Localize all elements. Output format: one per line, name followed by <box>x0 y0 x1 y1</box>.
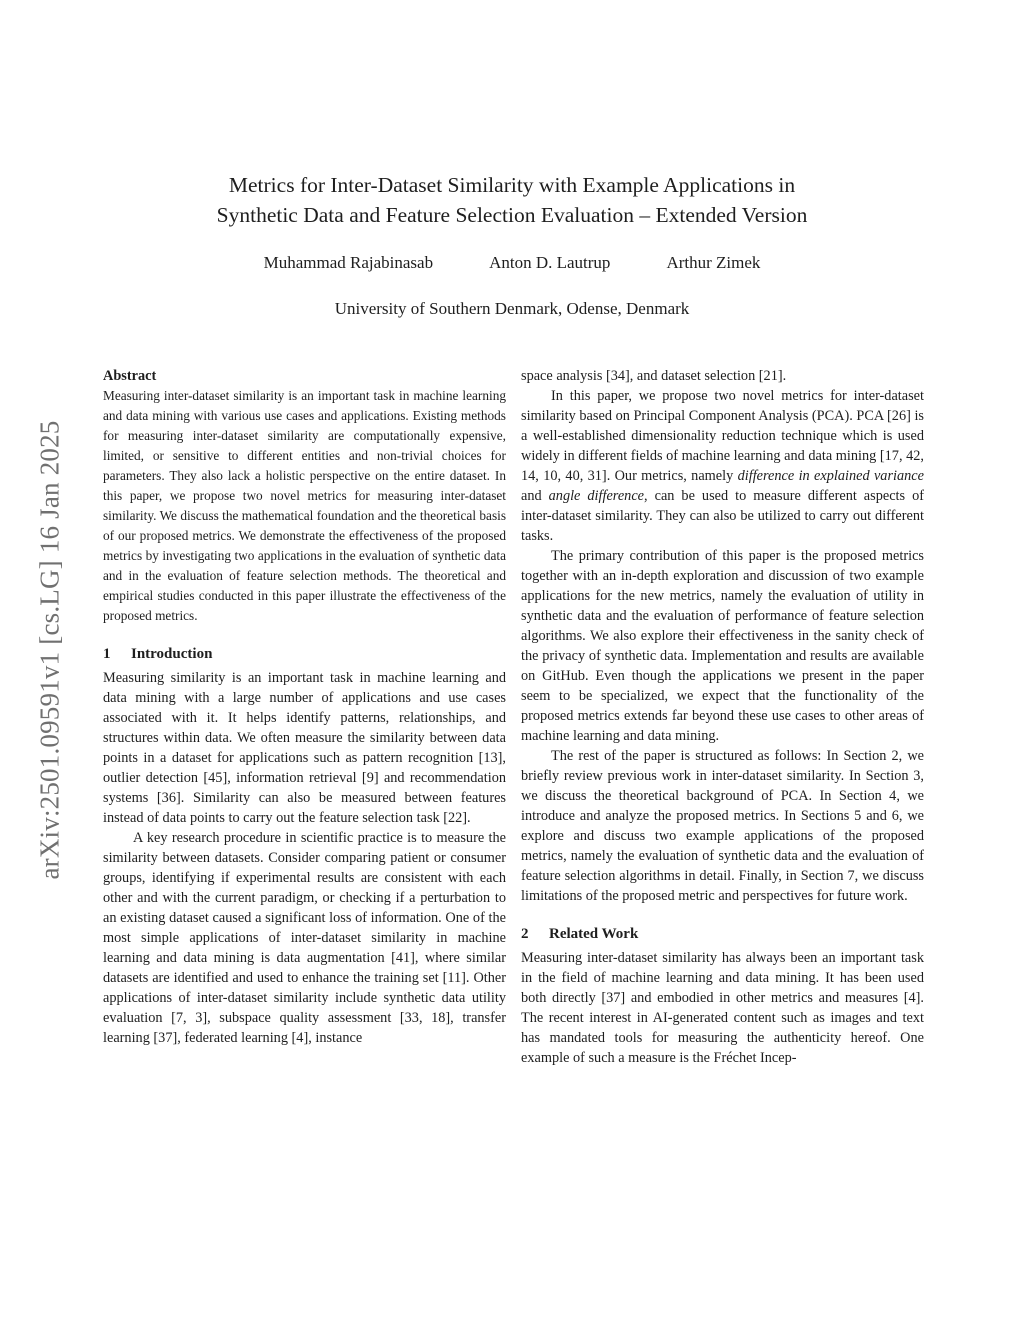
intro-paragraph-2-continued: space analysis [34], and dataset selection [21]. <box>521 368 787 384</box>
section-title: Introduction <box>131 646 213 662</box>
related-paragraph-1: Measuring inter-dataset similarity has always been an important task in the field of machine learning and data mining. It has been used both directly [37] and embodied in other metrics and measures [4]. The recent interest in AI-generated content such as images and text has mandated tools for measuring the authenticity hereof. One example of such a measure is the Fréchet Incep- <box>521 950 924 1066</box>
intro-paragraph-5: The rest of the paper is structured as follows: In Section 2, we briefly review previous work in inter-dataset similarity. In Section 3, we discuss the theoretical background of PCA. In Section 4, we introduce and analyze the proposed metrics. In Sections 5 and 6, we explore and discuss two example applications of the proposed metrics, namely the evaluation of synthetic data and the evaluation of feature selection algorithms in detail. Finally, in Section 7, we discuss limitations of the proposed metric and perspectives for future work. <box>521 748 924 904</box>
section-number: 1 <box>103 646 111 662</box>
text-run: In this paper, we propose two novel metrics for inter-dataset similarity based on Principal Component Analysis (PCA). PCA [26] is a well-established dimensionality reduction technique which is used widely in different fields of machine learning and data mining [17, 42, 14, 10, 40, 31]. Our metrics, namely <box>521 388 924 484</box>
section-heading-introduction <box>103 644 506 664</box>
right-column <box>521 366 924 1068</box>
author-2: Anton D. Lautrup <box>489 253 611 272</box>
text-run: and <box>521 488 549 504</box>
abstract-heading: Abstract <box>103 368 157 384</box>
section-title: Related Work <box>549 926 639 942</box>
section-number: 2 <box>521 926 529 942</box>
author-list <box>100 253 924 273</box>
section-heading-related-work <box>521 924 924 944</box>
emphasis-term: difference in explained variance <box>737 468 924 484</box>
affiliation: University of Southern Denmark, Odense, Denmark <box>334 299 690 318</box>
intro-paragraph-1: Measuring similarity is an important task in machine learning and data mining with a large number of applications and use cases associated with it. It helps identify patterns, relationships, and structures within data. We often measure the similarity between data points in a dataset for applications such as pattern recognition [13], outlier detection [45], information retrieval [9] and recommendation systems [36]. Similarity can also be measured between features instead of data points to carry out the feature selection task [22]. <box>103 670 506 826</box>
arxiv-identifier: arXiv:2501.09591v1 [cs.LG] 16 Jan 2025 <box>34 420 65 880</box>
intro-paragraph-4: The primary contribution of this paper is the proposed metrics together with an in-depth exploration and discussion of two example applications for the new metrics, namely the evaluation of utility in synthetic data and the evaluation of performance of feature selection algorithms. We also explore their effectiveness in the sanity check of the privacy of synthetic data. Implementation and results are available on GitHub. Even though the applications we present in the paper seem to be specialized, we expect that the functionality of the proposed metrics extends far beyond these use cases to other areas of machine learning and data mining. <box>521 548 924 744</box>
text-run: , can be used to measure different aspects of inter-dataset similarity. They can also be utilized to carry out different tasks. <box>521 488 924 544</box>
emphasis-term: angle difference <box>548 488 645 504</box>
abstract-text: Measuring inter-dataset similarity is an important task in machine learning and data mining with various use cases and applications. Existing methods for measuring inter-dataset similarity are computationally expensive, limited, or sensitive to different entities and non-trivial choices for parameters. They also lack a holistic perspective on the entire dataset. In this paper, we propose two novel metrics for measuring inter-dataset similarity. We discuss the mathematical foundation and the theoretical basis of our proposed metrics. We demonstrate the effectiveness of the proposed metrics by investigating two applications in the evaluation of synthetic data and in the evaluation of feature selection methods. The theoretical and empirical studies conducted in this paper illustrate the effectiveness of the proposed metrics. <box>103 388 506 623</box>
paper-title <box>100 170 924 230</box>
title-line-2: Synthetic Data and Feature Selection Evaluation – Extended Version <box>216 203 808 227</box>
author-1: Muhammad Rajabinasab <box>263 253 434 272</box>
author-3: Arthur Zimek <box>666 253 761 272</box>
intro-paragraph-2: A key research procedure in scientific practice is to measure the similarity between datasets. Consider comparing patient or consumer groups, identifying if experimental results are consistent with each other and with the current paradigm, or checking if a perturbation to an existing dataset caused a significant loss of information. One of the most simple applications of inter-dataset similarity in machine learning and data mining is data augmentation [41], where similar datasets are identified and used to enhance the training set [11]. Other applications of inter-dataset similarity include synthetic data utility evaluation [7, 3], subspace quality assessment [33, 18], transfer learning [37], federated learning [4], instance <box>103 830 506 1046</box>
intro-paragraph-3 <box>521 386 924 546</box>
title-line-1: Metrics for Inter-Dataset Similarity with Example Applications in <box>228 173 796 197</box>
left-column <box>103 366 506 1048</box>
